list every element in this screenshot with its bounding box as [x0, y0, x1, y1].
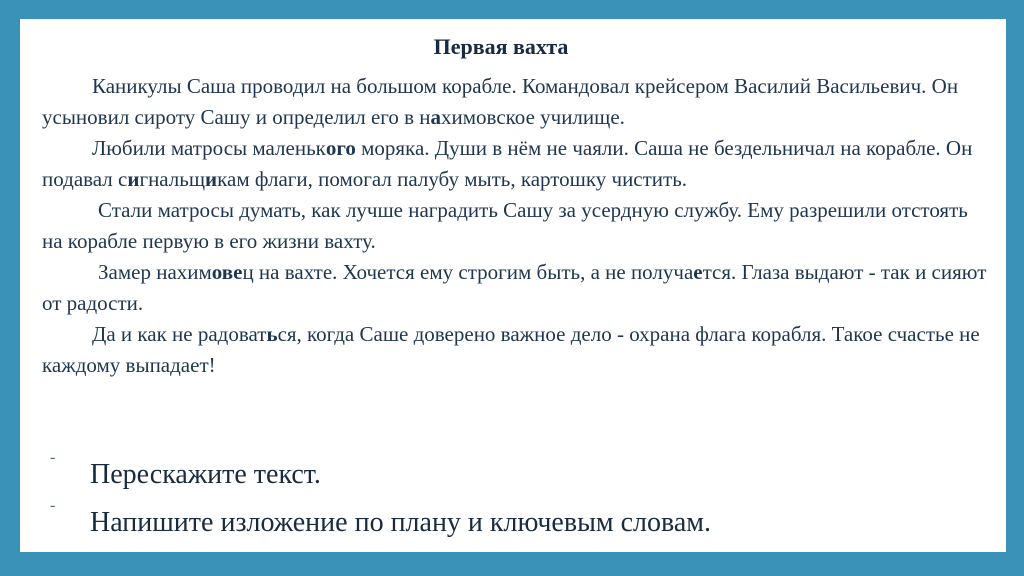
paragraph-3	[42, 195, 992, 257]
paragraph-4	[42, 257, 992, 319]
text-run: Замер нахим	[98, 260, 212, 284]
text-run: Любили матросы маленьк	[92, 136, 326, 160]
task-item	[50, 449, 990, 501]
slide	[20, 19, 1006, 552]
emphasis: е	[693, 260, 703, 284]
task-text: Напишите изложение по плану и ключевым словам.	[90, 507, 712, 538]
text-run: ц на вахте. Хочется ему строгим быть, а не получа	[242, 260, 694, 284]
text-run: тся. Глаза выдают - так и сияют от радости.	[42, 260, 987, 315]
text-run: Стали матросы думать, как лучше наградить Сашу за усердную службу. Ему разрешили отстоять на корабле первую в его жизни вахту.	[42, 198, 968, 253]
text-run: гнальщ	[139, 167, 206, 191]
task-list	[50, 449, 990, 551]
text-run: кам флаги, помогал палубу мыть, картошку чистить.	[217, 167, 688, 191]
dash-bullet-icon: -	[50, 497, 56, 514]
paragraph-1	[42, 71, 992, 133]
story-text	[42, 71, 992, 381]
emphasis: ове	[211, 260, 243, 284]
text-run: моряка. Души в нём не чаяли. Саша не бездельничал на корабле. Он подавал с	[42, 136, 973, 191]
task-text: Перескажите текст.	[90, 459, 321, 490]
task-item	[50, 497, 990, 549]
text-run: Каникулы Саша проводил на большом корабле. Командовал крейсером Василий Васильевич. Он усыновил сироту Сашу и определил его в н	[42, 74, 959, 129]
emphasis: и	[205, 167, 218, 191]
emphasis: и	[127, 167, 140, 191]
page-title	[20, 34, 1006, 60]
text-run: Да и как не радоват	[92, 322, 267, 346]
text-run: ся, когда Саше доверено важное дело - охрана флага корабля. Такое счастье не каждому выпадает!	[42, 322, 980, 377]
paragraph-5	[42, 319, 992, 381]
paragraph-2	[42, 133, 992, 195]
emphasis: ь	[266, 322, 278, 346]
emphasis: ого	[325, 136, 356, 160]
emphasis: а	[430, 105, 442, 129]
text-run: химовское училище.	[441, 105, 625, 129]
dash-bullet-icon: -	[50, 449, 56, 466]
title-text: Первая вахта	[433, 34, 569, 59]
